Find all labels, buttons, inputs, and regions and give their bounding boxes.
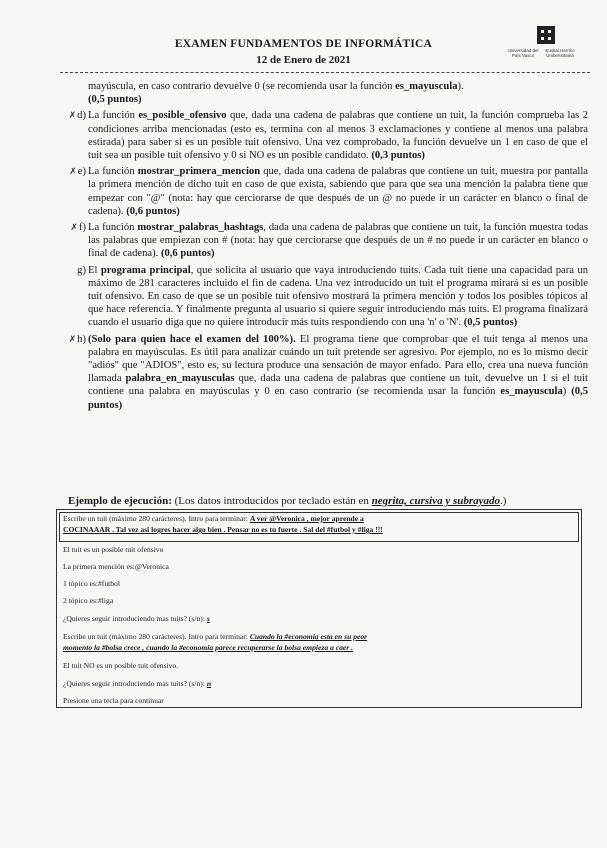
console-input: A ver @Veronica , mejor aprende a xyxy=(249,514,364,523)
console-input: momento la #bolsa crece , cuando la #economia parece recuperarse la bolsa empieza a caer . xyxy=(63,643,354,652)
item-d: ✗d) La función es_posible_ofensivo que, dada una cadena de palabras que contiene un tuit, la función comprueba las 2 condiciones arriba mencionadas (esto es, termina con al menos 3 exclamaciones y contiene al menos una palabra estirada) para saber si es un posible tuit ofensivo. Una vez comprobado, la función devuelve un 1 en caso de que el tuit sea un posible tuit ofensivo y 0 si NO es un posible candidato. (0,3 puntos) xyxy=(88,109,588,162)
item-f: ✗f) La función mostrar_palabras_hashtags, dada una cadena de palabras que contiene un tuit, la función muestra todas las palabras que empiezan con # (nota: hay que cerciorarse que después de un # no puede ir un carácter en blanco o final de cadena). (0,6 puntos) xyxy=(88,221,588,261)
console-line: El tuit es un posible tuit ofensivo xyxy=(63,545,164,554)
console-line: El tuit NO es un posible tuit ofensivo. xyxy=(63,661,179,670)
function-name: palabra_en_mayusculas xyxy=(125,373,235,385)
example-title: Ejemplo de ejecución: xyxy=(68,495,172,507)
console-line: Escribe un tuit (máximo 280 carácteres). Intro para terminar: A ver @Veronica , mejor aprende a xyxy=(63,514,364,523)
check-mark-icon: ✗ xyxy=(68,334,77,345)
function-name: mostrar_primera_mencion xyxy=(137,166,261,178)
university-logo xyxy=(507,24,577,64)
item-points: (0,6 puntos) xyxy=(126,205,180,217)
item-tail: ). xyxy=(457,81,464,92)
item-g: g) El programa principal, que solicita al usuario que vaya introduciendo tuits. Cada tuit tiene una capacidad para un máximo de 281 caracteres incluido el fin de cadena. Una vez introducido un tuit el programa mirará si es un posible tuit ofensivo. En caso de que se un posible tuit ofensivo mostrará la primera mención y todos los posibles tópicos al que hace referencia. Y finalmente pregunta al usuario si quiere seguir introduciendo más tuits. El programa finalizará cuando el usuario diga que no quiere introducir más tuits respondiendo con una 'n' o 'N'. (0,5 puntos) xyxy=(88,264,588,330)
console-line: 1 tópico es:#futbol xyxy=(63,579,120,588)
console-input: n xyxy=(206,679,212,688)
item-points: (0,5 puntos) xyxy=(88,386,588,411)
console-line: Escribe un tuit (máximo 280 carácteres). Intro para terminar: Cuando la #economia esta en su peor xyxy=(63,632,368,641)
exam-title: EXAMEN FUNDAMENTOS DE INFORMÁTICA xyxy=(174,38,433,50)
function-name: mostrar_palabras_hashtags xyxy=(137,222,264,234)
function-name: es_mayuscula xyxy=(500,386,563,398)
item-e: ✗e) La función mostrar_primera_mencion que, dada una cadena de palabras que contiene un tuit, muestra por pantalla la primera mención de dicho tuit en caso de que exista, sabiendo que para que sea una mención la palabra tiene que empezar con "@" (nota: hay que cerciorarse de que después de un @ no puede ir un carácter en blanco o final de cadena). (0,6 puntos) xyxy=(88,165,588,218)
console-line xyxy=(63,643,575,653)
console-line: 2 tópico es:#liga xyxy=(63,596,114,605)
item-marker: ✗f) xyxy=(70,222,86,234)
item-marker: ✗d) xyxy=(68,110,86,122)
item-points: (0,5 puntos) xyxy=(463,317,518,329)
bonus-label: (Solo para quien hace el examen del 100%). xyxy=(88,333,296,345)
item-text: mayúscula, en caso contrario devuelve 0 (se recomienda usar la función xyxy=(88,81,396,92)
item-points: (0,3 puntos) xyxy=(371,150,425,162)
console-line: La primera mención es:@Veronica xyxy=(63,562,169,571)
exam-body xyxy=(68,80,588,415)
exam-date: 12 de Enero de 2021 xyxy=(256,54,351,66)
item-c-continuation xyxy=(88,80,588,106)
item-points: (0,5 puntos) xyxy=(88,94,142,106)
console-line: ¿Quieres seguir introduciendo mas tuits? (s/n): s xyxy=(63,614,210,623)
function-name: es_mayuscula xyxy=(395,81,458,92)
item-marker: ✗h) xyxy=(68,333,86,345)
item-points: (0,6 puntos) xyxy=(160,248,215,260)
header-divider xyxy=(60,72,590,73)
check-mark-icon: ✗ xyxy=(68,111,77,122)
example-note-style: negrita, cursiva y subrayado xyxy=(371,495,501,507)
item-h: ✗h) (Solo para quien hace el examen del 100%). El programa tiene que comprobar que el tuit tenga al menos una palabra en mayúsculas. Es útil para analizar cuándo un tuit pretende ser agresivo. Por ejemplo, no es lo mismo decir "adiós" que "ADIOS", esto es, su lectura produce una sensación de mayor enfado. Para ello, crea una nueva función llamada palabra_en_mayusculas que, dada una cadena de palabras que contiene un tuit, devuelve un 1 si el tuit contiene una palabra en mayúsculas y 0 en caso contrario (se recomienda usar la función es_mayuscula) (0,5 puntos) xyxy=(88,333,588,412)
logo-text-right: Euskal Herriko Unibertsitatea xyxy=(545,48,575,58)
logo-text-left: Universidad del País Vasco xyxy=(507,48,539,58)
function-name: programa principal xyxy=(100,264,191,276)
console-line: ¿Quieres seguir introduciendo mas tuits? (s/n): n xyxy=(63,679,212,688)
function-name: es_posible_ofensivo xyxy=(138,110,227,122)
console-input: s xyxy=(206,614,210,623)
item-marker: g) xyxy=(77,264,86,276)
console-line: Presione una tecla para continuar xyxy=(63,696,164,705)
console-output xyxy=(56,509,582,708)
university-logo-icon xyxy=(535,24,557,46)
check-mark-icon: ✗ xyxy=(69,167,77,178)
console-input: Cuando la #economia esta en su peor xyxy=(249,632,368,641)
example-heading: Ejemplo de ejecución: (Los datos introducidos por teclado están en negrita, cursiva y subrayado.) xyxy=(68,495,507,507)
console-input: COCINAAAR . Tal vez asi logres hacer algo bien . Pensar no es tu fuerte . Sal del #futbol y #liga !!! xyxy=(63,525,383,534)
check-mark-icon: ✗ xyxy=(70,223,78,234)
item-marker: ✗e) xyxy=(69,166,86,178)
example-note: (Los datos introducidos por teclado están en xyxy=(171,495,372,507)
console-line xyxy=(63,525,575,535)
